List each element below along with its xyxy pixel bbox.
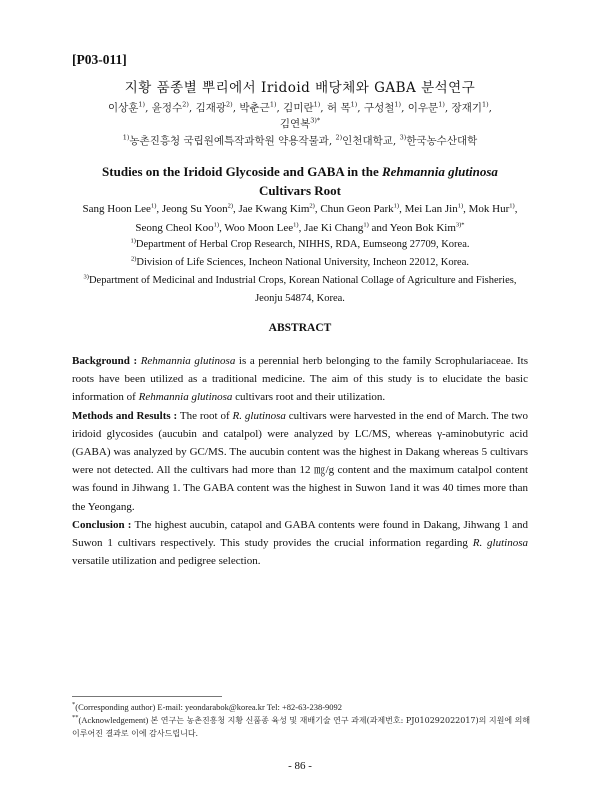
abstract-heading: ABSTRACT bbox=[268, 322, 332, 334]
page-number: - 86 - bbox=[288, 760, 312, 772]
footnote-corresponding: *(Corresponding author) E-mail: yeondarabok@korea.kr Tel: +82-63-238-9092 bbox=[72, 701, 343, 712]
english-affiliation-2: $^{2)}$Division of Life Sciences, Incheon National University, Incheon 22012, Korea. bbox=[130, 255, 470, 268]
korean-title: 지황 품종별 뿌리에서 Iridoid 배당체와 GABA 분석연구 bbox=[124, 80, 476, 96]
methods-paragraph: Methods and Results : The root of R. glutinosa cultivars were harvested in the end of March. The two iridoid glycosides (aucubin and catalpol) were analyzed by LC/MS, whereas γ-aminobutyric acid (GABA) was analyzed by GC/MS. The aucubin content was the highest in Dakang whereas 5 cultivars were not detected. All the cultivars had more than 12 ㎎/g content and the maximum catalpol content was found in Jihwang 1. The GABA content was the highest in Suwon 1and it was 40 times more than the Yeongang. bbox=[72, 409, 528, 513]
korean-authors-line1: 이상훈$^{1)}$, 윤정수$^{2)}$, 김재광$^{2)}$, 박춘근$^{1)}$, 김미란$^{1)}$, 허 목$^{1)}$, 구성철$^{1)}$, 이우문$^{1)}$, 장재기$^{1)}$, bbox=[107, 100, 492, 114]
english-affiliation-1: $^{1)}$Department of Herbal Crop Research, NIHHS, RDA, Eumseong 27709, Korea. bbox=[130, 237, 470, 250]
footnote-divider bbox=[72, 696, 222, 697]
korean-affiliations: $^{1)}$농촌진흥청 국립원예특작과학원 약용작물과, $^{2)}$인천대학교, $^{3)}$한국농수산대학 bbox=[122, 133, 478, 147]
english-affiliation-3: $^{3)}$Department of Medicinal and Industrial Crops, Korean National Collage of Agriculture and Fisheries, Jeonju 54874, Korea. bbox=[83, 273, 517, 304]
abstract-body bbox=[72, 352, 528, 570]
background-paragraph: Background : Rehmannia glutinosa is a perennial herb belonging to the family Scrophulariaceae. Its roots have been utilized as a traditional medicine. The aim of this study is to elucidate the basic information of Rehmannia glutinosa cultivars root and their utilization. bbox=[72, 355, 528, 404]
english-title-line1: Studies on the Iridoid Glycoside and GABA in the Rehmannia glutinosa bbox=[102, 164, 498, 179]
conclusion-paragraph: Conclusion : The highest aucubin, catapol and GABA contents were found in Dakang, Jihwang 1 and Suwon 1 cultivars respectively. This study provides the crucial information regarding R. glutinosa versatile utilization and pedigree selection. bbox=[72, 518, 528, 568]
english-authors: Sang Hoon Lee$^{1)}$, Jeong Su Yoon$^{2)}$, Jae Kwang Kim$^{2)}$, Chun Geon Park$^{1)}$, Mei Lan Jin$^{1)}$, Mok Hur$^{1)}$, Seong Cheol Koo$^{1)}$, Woo Moon Lee$^{1)}$, Jae Ki Chang$^{1)}$ and Yeon Bok Kim$^{3)*}$ bbox=[82, 202, 518, 234]
footnote-acknowledgement: **(Acknowledgement) 본 연구는 농촌진흥청 지황 신품종 육성 및 재배기술 연구 과제(과제번호: PJ010292022017)의 지원에 의해 이루어진 결과로 이에 감사드립니다. bbox=[72, 714, 531, 738]
korean-authors-line2: 김연복$^{3)*}$ bbox=[279, 116, 321, 130]
english-title-line2: Cultivars Root bbox=[259, 183, 341, 198]
abstract-code: [P03-011] bbox=[72, 52, 127, 67]
